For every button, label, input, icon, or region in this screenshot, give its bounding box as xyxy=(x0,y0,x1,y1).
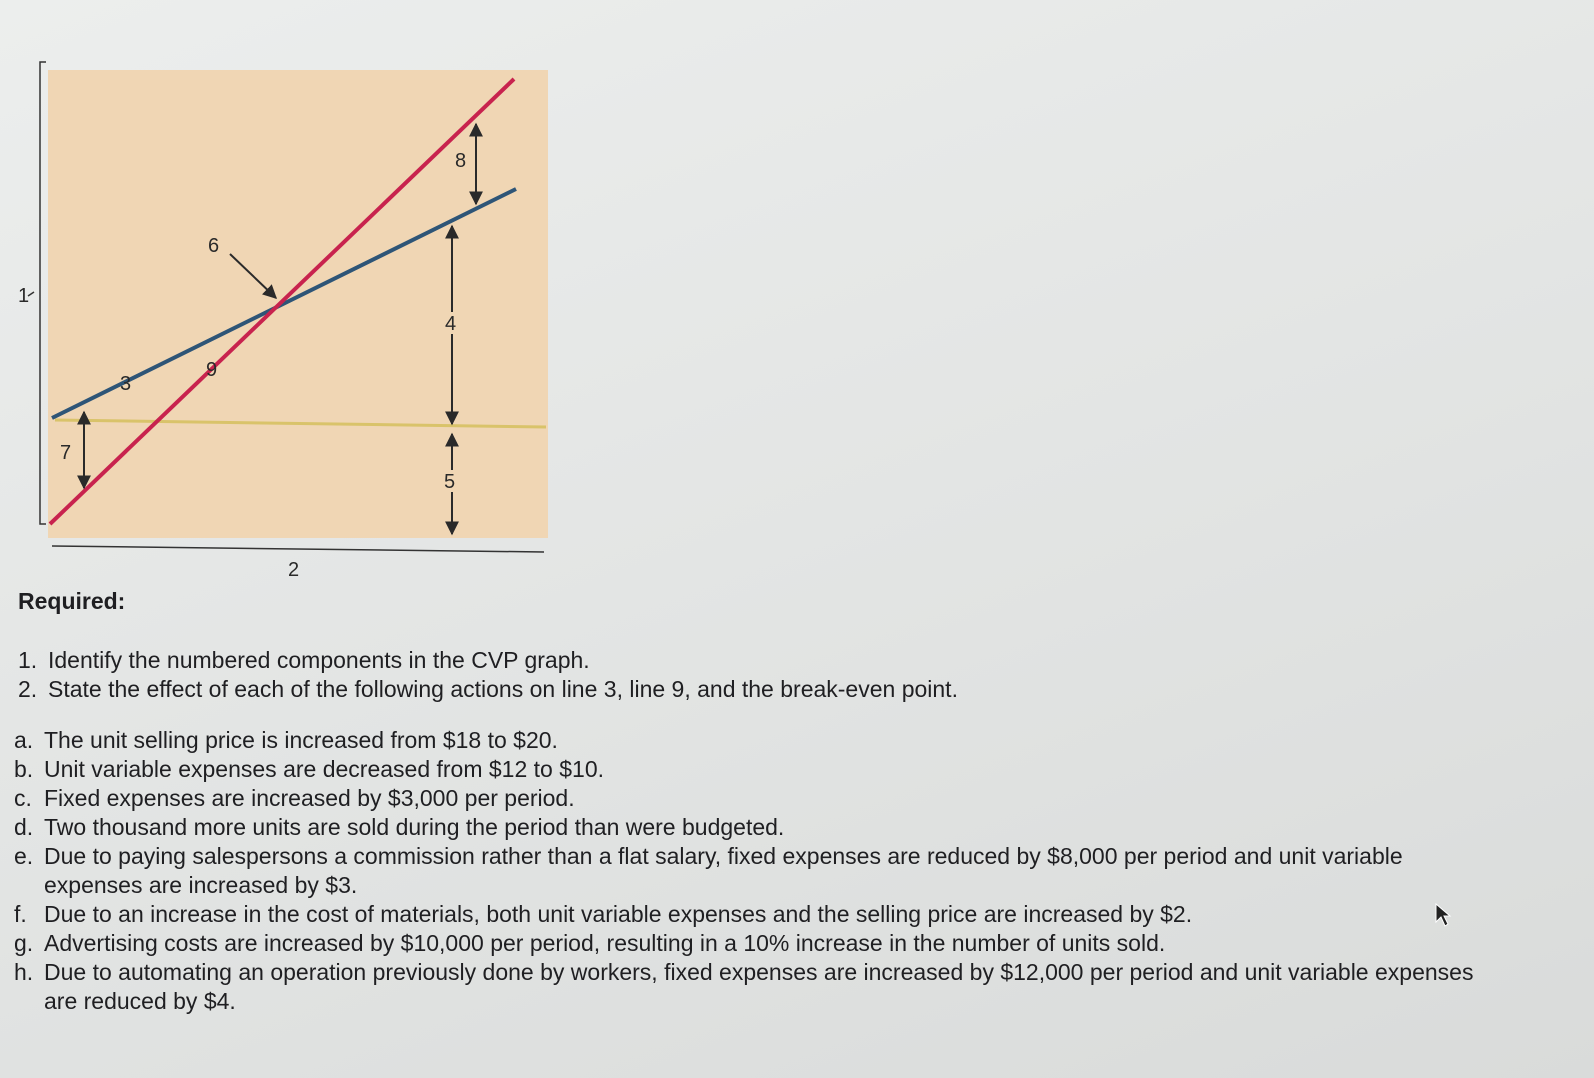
questions-list xyxy=(18,646,958,704)
action-item xyxy=(14,929,1494,958)
question-item xyxy=(18,646,958,675)
action-text: Due to an increase in the cost of materials, both unit variable expenses and the selling price are increased by $2. xyxy=(44,901,1193,927)
cvp-graph xyxy=(0,0,600,600)
action-item xyxy=(14,813,1494,842)
actions-list xyxy=(14,726,1494,1016)
action-letter: g. xyxy=(14,930,34,956)
action-item xyxy=(14,958,1494,1016)
action-letter: a. xyxy=(14,727,34,753)
action-text: Due to paying salespersons a commission rather than a flat salary, fixed expenses are reduced by $8,000 per period and unit variable expenses are increased by $3. xyxy=(44,843,1403,898)
question-text: State the effect of each of the following actions on line 3, line 9, and the break-even point. xyxy=(48,676,958,702)
graph-label-2: 2 xyxy=(288,559,300,581)
action-letter: e. xyxy=(14,843,34,869)
action-text: Fixed expenses are increased by $3,000 per period. xyxy=(44,785,575,811)
graph-background xyxy=(48,70,548,538)
action-item xyxy=(14,784,1494,813)
action-letter: f. xyxy=(14,901,27,927)
graph-label-7: 7 xyxy=(60,442,72,464)
graph-label-8: 8 xyxy=(455,150,467,172)
action-text: Due to automating an operation previously done by workers, fixed expenses are increased by $12,000 per period and unit variable expenses are reduced by $4. xyxy=(44,959,1474,1014)
action-text: Advertising costs are increased by $10,000 per period, resulting in a 10% increase in the number of units sold. xyxy=(44,930,1166,956)
y-axis xyxy=(40,62,46,524)
question-text: Identify the numbered components in the CVP graph. xyxy=(48,647,590,673)
action-text: The unit selling price is increased from $18 to $20. xyxy=(44,727,558,753)
cvp-graph-figure xyxy=(0,0,600,600)
question-number: 2. xyxy=(18,676,38,702)
graph-label-9: 9 xyxy=(206,359,218,381)
action-letter: c. xyxy=(14,785,32,811)
action-item xyxy=(14,900,1494,929)
graph-label-1: 1 xyxy=(18,285,30,307)
graph-label-3: 3 xyxy=(120,373,132,395)
graph-label-4: 4 xyxy=(445,313,457,335)
graph-label-5: 5 xyxy=(444,471,456,493)
question-item xyxy=(18,675,958,704)
action-item xyxy=(14,726,1494,755)
action-item xyxy=(14,842,1494,900)
action-letter: d. xyxy=(14,814,34,840)
action-text: Unit variable expenses are decreased from $12 to $10. xyxy=(44,756,604,782)
action-text: Two thousand more units are sold during the period than were budgeted. xyxy=(44,814,785,840)
action-letter: b. xyxy=(14,756,34,782)
graph-label-6: 6 xyxy=(208,235,220,257)
required-heading: Required: xyxy=(18,588,126,614)
question-number: 1. xyxy=(18,647,38,673)
x-axis xyxy=(52,546,544,552)
action-item xyxy=(14,755,1494,784)
action-letter: h. xyxy=(14,959,34,985)
